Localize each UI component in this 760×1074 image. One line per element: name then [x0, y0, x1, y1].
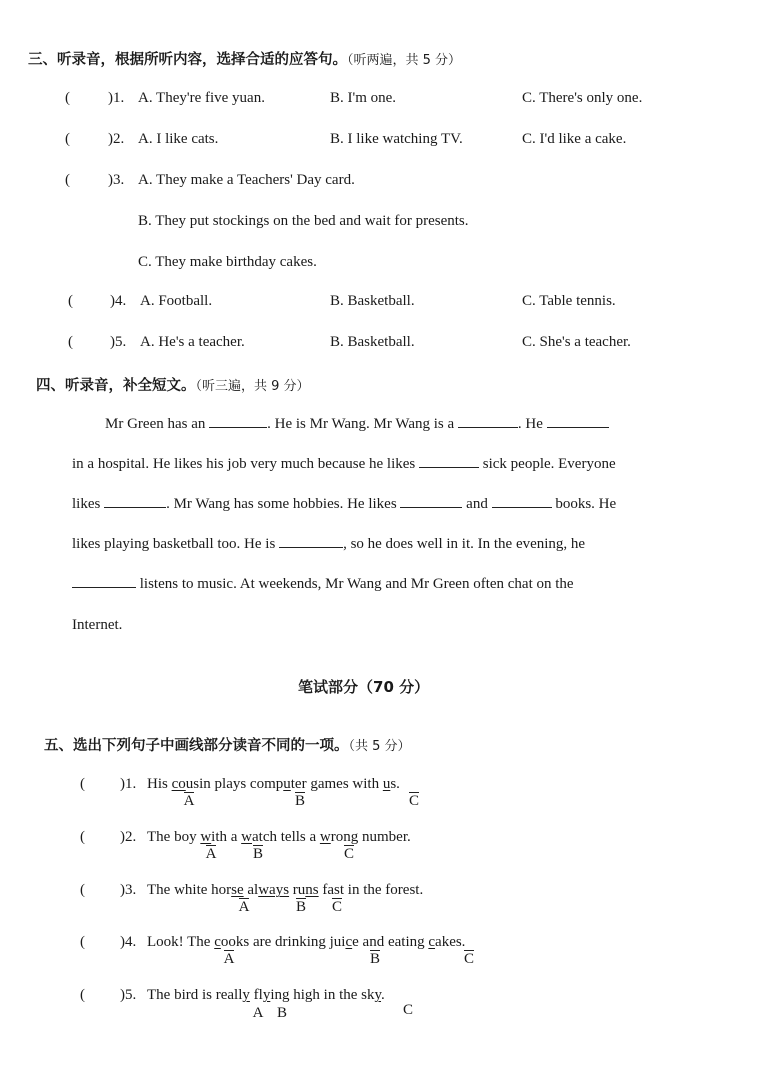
section-4-heading	[36, 374, 310, 395]
passage-text: Mr Green has an	[105, 416, 206, 432]
q3-3-number: )3.	[108, 172, 125, 188]
passage-text: sick people. Everyone	[482, 456, 616, 472]
q3-1-paren: (	[65, 90, 70, 106]
q5-1-underlined-a: co	[171, 776, 186, 792]
section-5-title: 五、选出下列句子中画线部分读音不同的一项。	[44, 738, 349, 754]
q5-5-underlined-b: y	[262, 987, 271, 1003]
q3-1-option-a: A. They're five yuan.	[138, 90, 265, 106]
q3-1-option-b: B. I'm one.	[330, 90, 397, 106]
q5-2-label-b: B	[252, 846, 263, 862]
q5-1-label-b: B	[294, 793, 305, 809]
answer-blank-8[interactable]	[279, 535, 343, 548]
q5-2-underlined-a: w	[200, 829, 212, 845]
q5-1-paren: (	[80, 776, 85, 792]
q5-4-underlined-b: c	[345, 934, 353, 950]
q3-2-paren: (	[65, 131, 70, 147]
q3-2-option-a: A. I like cats.	[138, 131, 219, 147]
answer-blank-5[interactable]	[104, 495, 166, 508]
q5-3-sentence: The white horse always runs fast in the forest.	[147, 882, 424, 898]
q3-2-option-b: B. I like watching TV.	[330, 131, 463, 147]
q5-3-label-c: C	[331, 899, 342, 915]
q5-3-underlined-b: ways	[258, 882, 290, 898]
section-3-heading	[28, 48, 461, 69]
answer-blank-7[interactable]	[492, 495, 552, 508]
q5-4-sentence: Look! The cooks are drinking juice and eating cakes.	[147, 934, 466, 950]
q5-3-number: )3.	[120, 882, 137, 898]
q5-2-label-c: C	[343, 846, 354, 862]
q5-3-label-a: A	[238, 899, 250, 915]
written-part-title: 笔试部分（70 分）	[298, 678, 430, 696]
passage-line-2	[72, 455, 616, 473]
passage-text: . Mr Wang has some hobbies. He likes	[166, 496, 397, 512]
section-3-title: 三、听录音，根据所听内容，选择合适的应答句。	[28, 52, 347, 68]
q5-5-label-c: C	[402, 1002, 413, 1018]
passage-text: books. He	[555, 496, 617, 512]
q5-1-underlined-b: u	[283, 776, 291, 792]
answer-blank-2[interactable]	[458, 415, 518, 428]
q3-3-option-a: A. They make a Teachers' Day card.	[138, 172, 355, 188]
q3-4-paren: (	[68, 293, 73, 309]
q5-1-underlined-c: u	[382, 776, 391, 792]
passage-line-5	[72, 575, 574, 593]
q5-5-paren: (	[80, 987, 85, 1003]
q5-1-label-c: C	[408, 793, 419, 809]
q5-5-underlined-a: y	[242, 987, 250, 1003]
q5-3-underlined-c: ns	[305, 882, 319, 898]
passage-text: likes	[72, 496, 101, 512]
answer-blank-3[interactable]	[547, 415, 609, 428]
q3-3-option-c: C. They make birthday cakes.	[138, 254, 317, 270]
q3-4-option-c: C. Table tennis.	[522, 293, 616, 309]
q3-5-option-c: C. She's a teacher.	[522, 334, 631, 350]
q5-5-label-a: A	[252, 1005, 264, 1021]
passage-line-4	[72, 535, 585, 553]
q5-1-label-a: A	[183, 793, 195, 809]
q5-4-underlined-c: c	[428, 934, 436, 950]
q5-4-paren: (	[80, 934, 85, 950]
q5-4-number: )4.	[120, 934, 137, 950]
q5-1-number: )1.	[120, 776, 137, 792]
q3-2-option-c: C. I'd like a cake.	[522, 131, 627, 147]
answer-blank-1[interactable]	[209, 415, 267, 428]
q3-3-paren: (	[65, 172, 70, 188]
passage-text: . He	[517, 416, 543, 432]
q3-5-paren: (	[68, 334, 73, 350]
q3-1-number: )1.	[108, 90, 125, 106]
q3-2-number: )2.	[108, 131, 125, 147]
q5-5-number: )5.	[120, 987, 137, 1003]
q3-4-option-a: A. Football.	[140, 293, 213, 309]
q3-5-option-b: B. Basketball.	[330, 334, 415, 350]
section-4-title: 四、听录音，补全短文。	[36, 378, 196, 394]
q5-2-paren: (	[80, 829, 85, 845]
q5-2-underlined-b: w	[241, 829, 253, 845]
q5-3-label-b: B	[295, 899, 306, 915]
section-4-note: （听三遍，共 9 分）	[195, 379, 310, 394]
q3-3-option-b: B. They put stockings on the bed and wait for presents.	[138, 213, 469, 229]
q5-2-underlined-c: w	[319, 829, 331, 845]
answer-blank-4[interactable]	[419, 455, 479, 468]
q5-2-number: )2.	[120, 829, 137, 845]
q5-3-underlined-a: se	[231, 882, 244, 898]
q5-5-label-b: B	[276, 1005, 287, 1021]
q3-4-number: )4.	[110, 293, 127, 309]
q5-1-sentence: His cousin plays computer games with us.	[147, 776, 400, 792]
passage-text: in a hospital. He likes his job very much because he likes	[72, 456, 416, 472]
passage-text: listens to music. At weekends, Mr Wang and Mr Green often chat on the	[139, 576, 574, 592]
passage-text: likes playing basketball too. He is	[72, 536, 276, 552]
passage-text: , so he does well in it. In the evening, he	[343, 536, 586, 552]
q5-4-underlined-a: c	[214, 934, 221, 950]
answer-blank-6[interactable]	[400, 495, 462, 508]
q5-2-label-a: A	[205, 846, 217, 862]
section-5-note: （共 5 分）	[348, 739, 411, 754]
section-5-heading	[44, 734, 411, 755]
q5-5-sentence: The bird is really flying high in the sky.	[147, 987, 385, 1003]
passage-text: . He is Mr Wang. Mr Wang is a	[267, 416, 455, 432]
answer-blank-9[interactable]	[72, 575, 136, 588]
passage-line-3	[72, 495, 616, 513]
q5-4-label-b: B	[369, 951, 380, 967]
q5-2-sentence: The boy with a watch tells a wrong number.	[147, 829, 411, 845]
passage-line-6: Internet.	[72, 617, 123, 633]
q5-4-label-c: C	[463, 951, 474, 967]
q5-5-underlined-c: y	[374, 987, 382, 1003]
q3-4-option-b: B. Basketball.	[330, 293, 415, 309]
q3-5-option-a: A. He's a teacher.	[140, 334, 245, 350]
q5-3-paren: (	[80, 882, 85, 898]
q3-5-number: )5.	[110, 334, 127, 350]
section-3-note: （听两遍，共 5 分）	[347, 53, 462, 68]
passage-line-1	[105, 415, 609, 433]
q3-1-option-c: C. There's only one.	[522, 90, 643, 106]
q5-4-label-a: A	[223, 951, 235, 967]
passage-text: and	[466, 496, 488, 512]
